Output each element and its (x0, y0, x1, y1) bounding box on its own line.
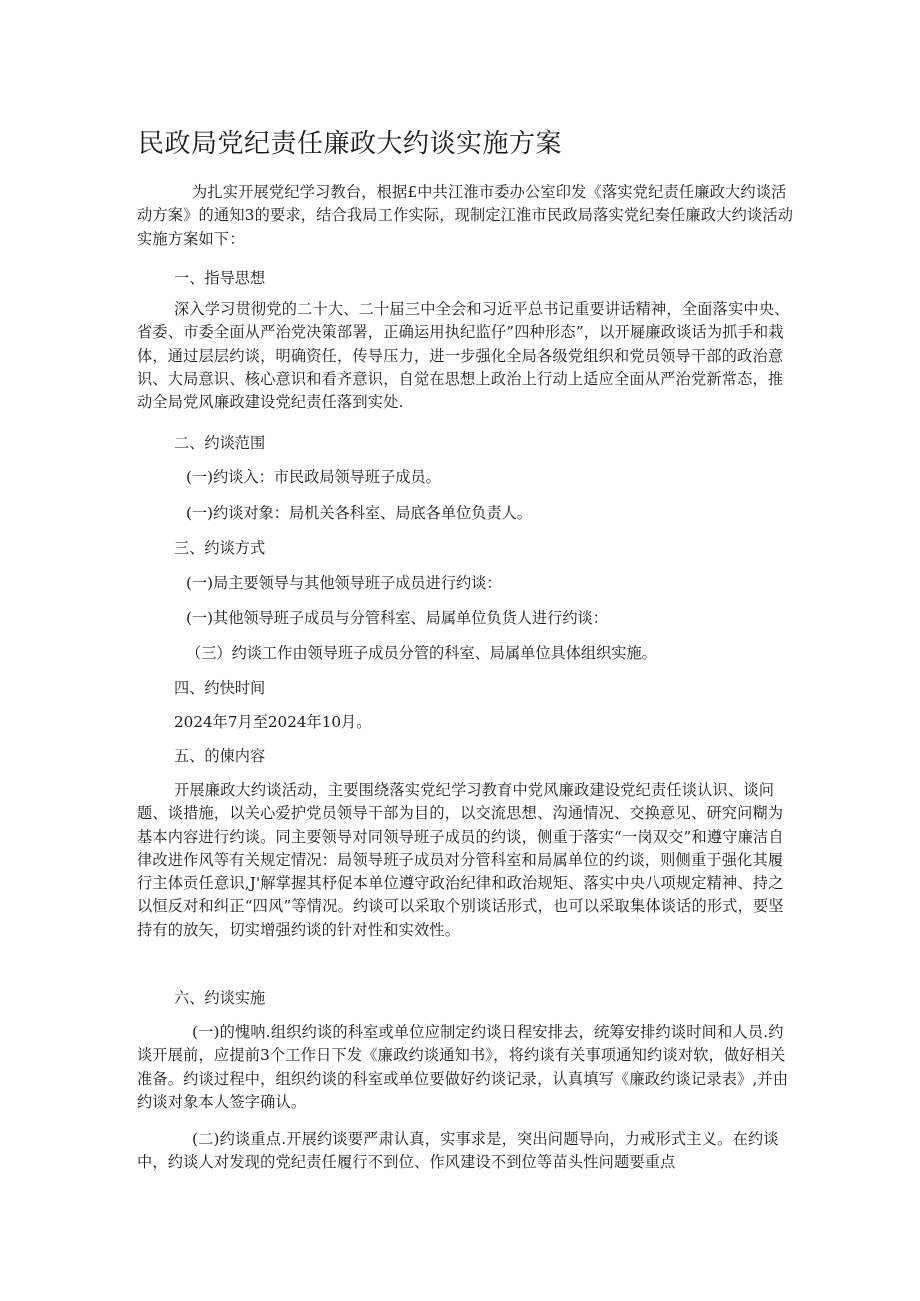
scope-item-1: (一)约谈入：市民政局领导班子成员。 (186, 468, 441, 486)
section-heading-implementation: 六、约谈实施 (174, 989, 266, 1007)
implementation-paragraph-2: (二)约谈重点.开展约谈要严肃认真，实事求是，突出问题导向，力戒形式主义。在约谈中，约谈人对发现的党纪责任履行不到位、作风建设不到位等苗头性问题要重点 (137, 1130, 779, 1172)
section-heading-guiding-ideology: 一、指导思想 (174, 269, 266, 287)
content-paragraph: 开展廉政大约谈活动，主要围绕落实党纪学习教育中党风廉政建设党纪责任谈认识、谈问题、谈措施，以关心爱护党员领导干部为目的，以交流思想、沟通情况、交换意见、研究问糊为基本内容进行约谈。同主要领导对同领导班子成员的约谈，侧重于落实“一岗双交”和遵守廉洁自律改进作风等有关规定情况：局领导班子成员对分管科室和局属单位的约谈，则侧重于强化其履行主体贡任意识,J'解掌握其杼促本单位遵守政治纪律和政治规矩、落实中央八项规定精神、持之以恒反对和纠正“四风”等情况。约谈可以采取个别谈话形式，也可以采取集体谈话的形式，要坚持有的放矢，切实增强约谈的针对性和实效性。 (137, 781, 784, 939)
method-item-1: (一)局主要领导与其他领导班子成员进行约谈： (186, 574, 502, 592)
implementation-paragraph-1: (一)的愧呐.组织约谈的科室或单位应制定约谈日程安排去，统筹安排约谈时间和人员.约谈开展前，应提前3个工作日下发《廉政约谈通知书》，将约谈有关事项通知约谈对软，做好相关准备。约谈过程中，组织约谈的科室或单位要做好约谈记录，认真填写《廉政约谈记录表》,并由约谈对象本人签字确认。 (137, 1023, 789, 1111)
method-item-3: （三）约谈工作由领导班子成员分管的科室、局属单位具体组织实施。 (186, 644, 657, 662)
section-heading-scope: 二、约谈范围 (174, 434, 266, 452)
section-heading-content: 五、的倲内容 (174, 747, 266, 765)
section-heading-time: 四、约快时间 (174, 679, 266, 697)
document-title: 民政局党纪责任廉政大约谈实施方案 (138, 129, 563, 159)
scope-item-2: (一)约谈对象：局机关各科室、局底各单位负责人。 (186, 504, 532, 522)
section-heading-method: 三、约谈方式 (174, 539, 266, 557)
method-item-2: (一)其他领导班子成员与分管科室、局属单位负货人进行约谈： (186, 609, 608, 627)
time-text: 2024年7月至2024年10月。 (174, 713, 372, 731)
intro-paragraph: 为扎实开展党纪学习教台，根据£中共江淮市委办公室印发《落实党纪责任廉政大约谈活动方案》的通知3的要求，结合我局工作实际，现制定江淮市民政局落实党纪奏任廉政大约谈活动实施方案如下： (137, 183, 794, 248)
guiding-ideology-paragraph: 深入学习贯彻党的二十大、二十届三中全会和习近平总书记重要讲话精神，全面落实中央、省委、市委全面从严治党决策部署，正确运用执纪监仔”四种形态”，以开屣廉政谈话为抓手和栽体，通过层层约谈，明确资任，传导压力，进一步强化全局各级党组织和党员领导干部的政治意识、大局意识、核心意识和看齐意识，自觉在思想上政治上行动上适应全面从严治党新常态，推动全局党风廉政建设党纪责任落到实处. (137, 300, 790, 412)
